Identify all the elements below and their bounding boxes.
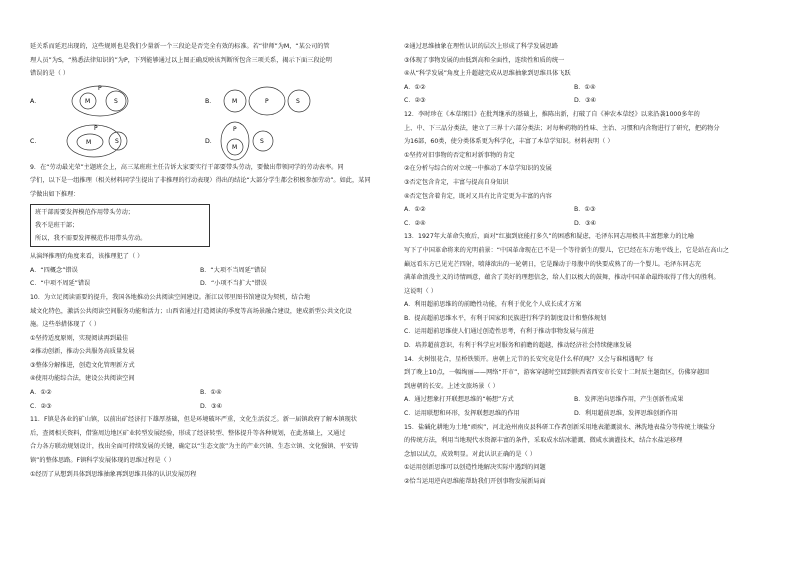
q11-option-c: C．②③	[404, 97, 426, 105]
q13-option-d: D．培养超前意识，有利于科学应对服务和前瞻的超越，推动经济社会持续健康发展	[404, 342, 632, 350]
venn-d-set-m: M	[232, 143, 238, 151]
q15-line: 的传统方法，利用当地现代水资源丰富的条件，采取成水结冰灌溉、微咸水滴灌技术，结合水盐运移理	[404, 437, 683, 445]
q9-line: 学们，以下是一组推理（相关材料同学生提出了非推理的行动表现）得出的结论“大部分学生都会积极参加劳动”。如此，某同	[30, 177, 371, 185]
q14-option-a: A．通过想象打开联想思维的“畅想”方式	[404, 396, 514, 404]
right-column	[404, 40, 764, 489]
left-column	[30, 40, 390, 481]
q13-option-a: A．利用超前思维的的前瞻性功能，有利于优化个人成长成才方案	[404, 301, 582, 309]
q9-box-line: 所以，我不需要发挥模范作用带头劳动。	[35, 234, 147, 242]
q9-option-d: D．“小项不当扩大”错误	[200, 280, 267, 288]
q10-line: 域文化特色，激活公共阅读空间服务功能和活力；山西省通过打造阅读的季度等高场景融合建设，建成新型公共文化设	[30, 307, 352, 315]
venn-d-set-p: P	[233, 125, 237, 133]
q10-option-b: B．①④	[200, 389, 222, 397]
q14-option-b: B．发挥逆向思维作用，产生创新性成果	[574, 396, 684, 404]
q15-line: 15．盐碱化耕地为土地“顽疾”，河北沧州南皮县科研工作者创新采用地表灌溉淡水、淋洗地表盐分等传统土壤盐分	[404, 423, 716, 431]
q9-reasoning-box	[30, 204, 210, 248]
venn-b-set-p: P	[265, 97, 269, 105]
q10-option-a: A．①②	[30, 389, 52, 397]
q15-item: ①运用创新思维可以创造性地解决实际中遇到的问题	[404, 464, 546, 472]
venn-d-set-s: S	[260, 137, 264, 145]
venn-c-set-m: M	[86, 138, 92, 146]
venn-a-set-p: P	[98, 84, 102, 92]
q11-line: 镇”的整体思路。F镇科学发展体现的思维过程是（ ）	[30, 457, 175, 465]
venn-c-set-s: S	[115, 137, 119, 145]
venn-b-label: B．	[205, 97, 216, 105]
q9-option-b: B．“大项不当周延”错误	[200, 266, 267, 274]
q10-item: ③整体分解推进，创造文化管理新方式	[30, 361, 135, 369]
q12-item: ②在分析与综合的对立统一中推动了本草学知识的发展	[404, 165, 552, 173]
q11-options-row	[404, 94, 764, 108]
q9-options-row	[30, 264, 390, 278]
venn-a-label: A．	[30, 97, 41, 105]
q10-item: ②推动创新，推动公共服务高质量发展	[30, 348, 135, 356]
q9-options-row	[30, 277, 390, 291]
q10-option-c: C．②③	[30, 402, 52, 410]
q10-item: ①坚持适度原则，实现阅读再到最佳	[30, 334, 129, 342]
venn-diagram-a	[30, 81, 190, 127]
q11-option-b: B．①④	[574, 83, 596, 91]
q11-item: ①经历了从想到具体到思维抽象再到思维具体的认识发展历程	[30, 470, 197, 478]
q12-option-c: C．②④	[404, 219, 426, 227]
q11-option-d: D．③④	[574, 97, 597, 105]
q9-option-c: C．“中项不周延”错误	[30, 280, 91, 288]
q9-line: 9．在“劳动最光荣”主题班会上，高三某班班主任告诉大家要实行干部要带头劳动，要做出带领同学的劳动表率。同	[30, 163, 344, 171]
q10-options-row	[30, 400, 390, 414]
q14-options-row	[404, 393, 764, 407]
q14-options-row	[404, 407, 764, 421]
q12-options-row	[404, 203, 764, 217]
venn-d-label: D．	[205, 137, 216, 145]
q13-line: 满革命浪漫主义的诗情画意，蕴含了美好的理想信念，给人们以极大的鼓舞，推动中国革命最终取得了伟大的胜利。	[404, 274, 720, 282]
q11-options-row	[404, 81, 764, 95]
intro-line: 理人员”为S，“熟悉法律知识的”为P，下列能够通过以上图正确反映该判断所包含三项关系，揭示下面三段论明	[30, 56, 332, 64]
venn-b-set-m: M	[232, 97, 238, 105]
venn-c-set-p: P	[94, 124, 98, 132]
q11-option-a: A．①②	[404, 83, 426, 91]
q15-item: ②恰当运用逆向思维能帮助我们开创事物发展新局面	[404, 478, 546, 485]
q11-line: 11．F镇是各业的矿山镇，以前出矿经济打下雄厚基础，但是环境破坏严重，文化生活贫乏。新一届镇政府了解本镇现状	[30, 416, 357, 424]
venn-b-set-s: S	[296, 97, 300, 105]
q14-option-c: C．运用联想和环形，发挥联想思维的作用	[404, 410, 520, 418]
q9-box-line: 我不是班干部；	[35, 221, 79, 229]
q13-line: 写下了中国革命将来的光明前景：“中国革命现在已不是一个等待新生的婴儿，它已经在东方地平线上，它是站在高山之	[404, 246, 729, 254]
q9-question: 从演绎推理的角度来看，该推理犯了（ ）	[30, 253, 144, 261]
q11-line: 后，查阅相关资料，借鉴周边地区矿业转型发展经验，形成了经济转型、整体提升等各种规划，在此基础上，又通过	[30, 429, 346, 437]
intro-line: 错误的是（ ）	[30, 70, 70, 78]
q11-item: ②通过思维抽象在理性认识的层次上形成了科学发展思路	[404, 43, 559, 50]
intro-line: 延关系而延迟出现的，这些规则也是我们少量新一个三段论是否完全有效的标准。若“律师”为M，“某公司的管	[30, 43, 330, 50]
q12-option-d: D．③④	[574, 219, 597, 227]
venn-diagrams	[30, 81, 390, 161]
q15-line: 念加以试点，成效明显。对此认识正确的是（ ）	[404, 450, 536, 458]
q12-line: 上、中、下三品分类法，建立了三界十六部分类法；对每种药物的性味、主治、习惯和内含物进行了研究，把药物分	[404, 124, 720, 132]
q9-line: 学做出如下推理：	[30, 190, 80, 198]
q12-options-row	[404, 217, 764, 231]
q10-options-row	[30, 386, 390, 400]
q10-line: 10．为立足阅读需要的提升，我国各地推动公共阅读空间建设。浙江以邻里图书馆建设为契机，结合地	[30, 293, 311, 301]
venn-diagram-c	[30, 121, 190, 167]
q13-option-c: C．运用超前思维使人们通过创造性思考，有利于推动事物发展与前进	[404, 328, 594, 336]
q12-item: ④否定包含着肯定，既对又具有比肯定更为丰富的内容	[404, 192, 552, 200]
q14-option-d: D．利用超前思维，发挥思维创新作用	[574, 410, 678, 418]
q10-line: 施。这些举措体现了（ ）	[30, 321, 101, 329]
q13-option-b: B．提高超前思维水平，有利于国家和民族进行科学的制度设计和整体规划	[404, 314, 607, 322]
q11-item: ④从“科学发展”角度上升超越完成从思维抽象到思维具体飞跃	[404, 70, 571, 78]
venn-a-set-m: M	[85, 97, 91, 105]
q9-option-a: A．“四概念”错误	[30, 266, 78, 274]
venn-diagram-d	[205, 119, 365, 169]
q10-option-d: D．③④	[200, 402, 223, 410]
q12-line: 12．李时珍在《本草纲目》在批判继承的基础上，推陈出新，打破了自《神农本草经》以来沿袭1000多年的	[404, 110, 700, 118]
q11-line: 合力各方联动规划设计，找出全面可持续发展的关键，确定以“生态文旅”为主的产业兴镇、生态立镇、文化强镇、平安铸	[30, 443, 359, 451]
q13-line: 这说明（ ）	[404, 287, 437, 295]
q12-option-b: B．①③	[574, 206, 596, 214]
q13-line: 13．1927年大革命失败后，面对“红旗到底能打多久”的困惑和疑虑，毛泽东同志用极具丰富想象力的比喻	[404, 233, 694, 241]
q12-item: ③否定包含肯定，丰富与提高自身知识	[404, 178, 509, 186]
q14-line: 14．火树银花合，星桥铁锁开。唐朝上元节的长安究竟是什么样的呢？又会与谁相遇呢？每	[404, 355, 654, 363]
q13-line: 巅远看东方已见光芒四射，喷薄欲出的一轮朝日，它是躁动于母腹中的快要成熟了的一个婴儿。毛泽东同志充	[404, 260, 701, 268]
venn-c-label: C．	[30, 137, 41, 145]
venn-a-set-s: S	[114, 97, 118, 105]
q12-item: ①坚持对旧事物的否定和对新事物的肯定	[404, 151, 515, 159]
q9-box-line: 班干部需要发挥模范作用带头劳动；	[35, 208, 134, 216]
q12-line: 为16部，60类，使分类体系更为科学化，丰富了本草学知识。材料表明（ ）	[404, 138, 614, 146]
q10-item: ④使用功能综合法，建设公共阅读空间	[30, 375, 135, 383]
q14-line: 到了晚上10点，一幅绚丽——网络“开市”，游客穿越时空回到陕西省西安市长安十二时辰主题街区，仿佛穿越回	[404, 369, 710, 377]
q12-option-a: A．①②	[404, 206, 426, 214]
q14-line: 到唐朝的长安。上述文旅场景（ ）	[404, 382, 499, 390]
q11-item: ③体现了事物发展的由低到高和全面性，连续性和质的统一	[404, 56, 565, 64]
